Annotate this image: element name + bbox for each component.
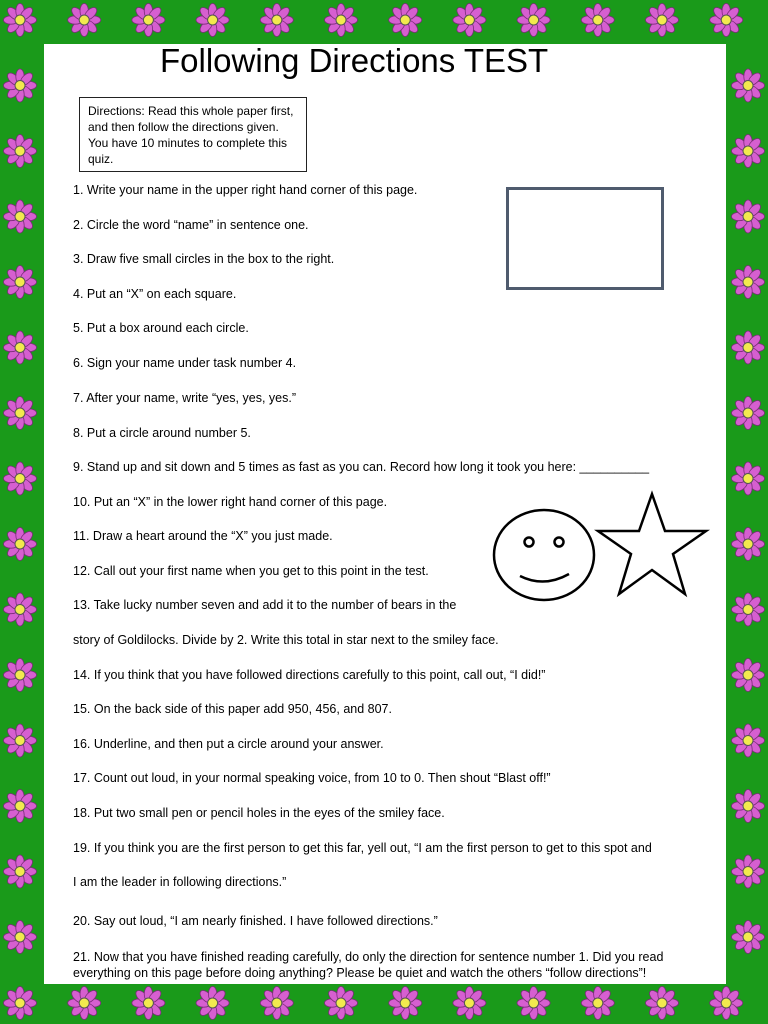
flower-icon: [517, 4, 550, 37]
flower-icon: [4, 528, 37, 561]
flower-icon: [4, 200, 37, 233]
task-12: 12. Call out your first name when you get to this point in the test.: [73, 564, 429, 578]
flower-icon: [4, 921, 37, 954]
flower-icon: [4, 4, 37, 37]
flower-icon: [260, 4, 293, 37]
flower-icon: [732, 593, 765, 626]
task-21: 21. Now that you have finished reading carefully, do only the direction for sentence number 1. Did you read: [73, 950, 664, 964]
flower-icon: [453, 987, 486, 1020]
flower-icon: [68, 4, 101, 37]
flower-icon: [4, 397, 37, 430]
flower-icon: [710, 4, 743, 37]
flower-icon: [4, 462, 37, 495]
flower-icon: [132, 4, 165, 37]
task-7: 7. After your name, write “yes, yes, yes.”: [73, 391, 296, 405]
task-9: 9. Stand up and sit down and 5 times as fast as you can. Record how long it took you here: __________: [73, 460, 650, 474]
task-5: 5. Put a box around each circle.: [73, 321, 249, 335]
task-17: 17. Count out loud, in your normal speaking voice, from 10 to 0. Then shout “Blast off!”: [73, 771, 551, 785]
flower-icon: [4, 69, 37, 102]
flower-icon: [325, 4, 358, 37]
flower-icon: [4, 266, 37, 299]
flower-icon: [732, 331, 765, 364]
star-icon: [594, 490, 710, 598]
flower-icon: [196, 987, 229, 1020]
task-18: 18. Put two small pen or pencil holes in the eyes of the smiley face.: [73, 806, 445, 820]
flower-icon: [4, 659, 37, 692]
flower-icon: [581, 4, 614, 37]
task-19: 19. If you think you are the first person to get this far, yell out, “I am the first person to get to this spot and: [73, 841, 652, 855]
flower-icon: [4, 724, 37, 757]
task-14: 14. If you think that you have followed directions carefully to this point, call out, “I did!”: [73, 668, 546, 682]
task-6: 6. Sign your name under task number 4.: [73, 356, 297, 370]
task-11: 11. Draw a heart around the “X” you just made.: [73, 529, 333, 543]
flower-icon: [581, 987, 614, 1020]
flower-icon: [453, 4, 486, 37]
flower-icon: [389, 987, 422, 1020]
flower-icon: [732, 200, 765, 233]
flower-icon: [4, 790, 37, 823]
flower-icon: [732, 659, 765, 692]
task-13: 13. Take lucky number seven and add it to the number of bears in the: [73, 598, 457, 612]
task-13-continued: story of Goldilocks. Divide by 2. Write this total in star next to the smiley face.: [73, 633, 499, 647]
flower-icon: [732, 855, 765, 888]
task-8: 8. Put a circle around number 5.: [73, 426, 251, 440]
flower-icon: [646, 4, 679, 37]
flower-icon: [517, 987, 550, 1020]
flower-icon: [732, 69, 765, 102]
flower-icon: [4, 987, 37, 1020]
flower-icon: [4, 855, 37, 888]
flower-icon: [646, 987, 679, 1020]
flower-icon: [732, 266, 765, 299]
task-15: 15. On the back side of this paper add 950, 456, and 807.: [73, 702, 392, 716]
flower-icon: [4, 593, 37, 626]
flower-icon: [389, 4, 422, 37]
drawing-box: [506, 187, 664, 290]
task-20: 20. Say out loud, “I am nearly finished. I have followed directions.”: [73, 914, 438, 928]
flower-icon: [732, 724, 765, 757]
flower-icon: [732, 135, 765, 168]
flower-icon: [325, 987, 358, 1020]
task-3: 3. Draw five small circles in the box to the right.: [73, 252, 335, 266]
task-2: 2. Circle the word “name” in sentence one.: [73, 218, 309, 232]
flower-icon: [732, 790, 765, 823]
task-16: 16. Underline, and then put a circle around your answer.: [73, 737, 384, 751]
flower-icon: [732, 921, 765, 954]
smiley-face-icon: [492, 508, 596, 602]
task-1: 1. Write your name in the upper right hand corner of this page.: [73, 183, 418, 197]
task-21-continued: everything on this page before doing anything? Please be quiet and watch the others “follow directions”!: [73, 966, 647, 980]
flower-icon: [68, 987, 101, 1020]
flower-icon: [132, 987, 165, 1020]
flower-icon: [4, 331, 37, 364]
flower-icon: [732, 397, 765, 430]
flower-icon: [732, 462, 765, 495]
task-10: 10. Put an “X” in the lower right hand corner of this page.: [73, 495, 388, 509]
directions-box: Directions: Read this whole paper first, and then follow the directions given. You have 10 minutes to complete this quiz.: [79, 97, 307, 172]
task-4: 4. Put an “X” on each square.: [73, 287, 237, 301]
page-title: Following Directions TEST: [160, 42, 549, 79]
task-19-continued: I am the leader in following directions.”: [73, 875, 287, 889]
flower-icon: [4, 135, 37, 168]
flower-icon: [260, 987, 293, 1020]
flower-icon: [196, 4, 229, 37]
flower-icon: [732, 528, 765, 561]
flower-icon: [710, 987, 743, 1020]
